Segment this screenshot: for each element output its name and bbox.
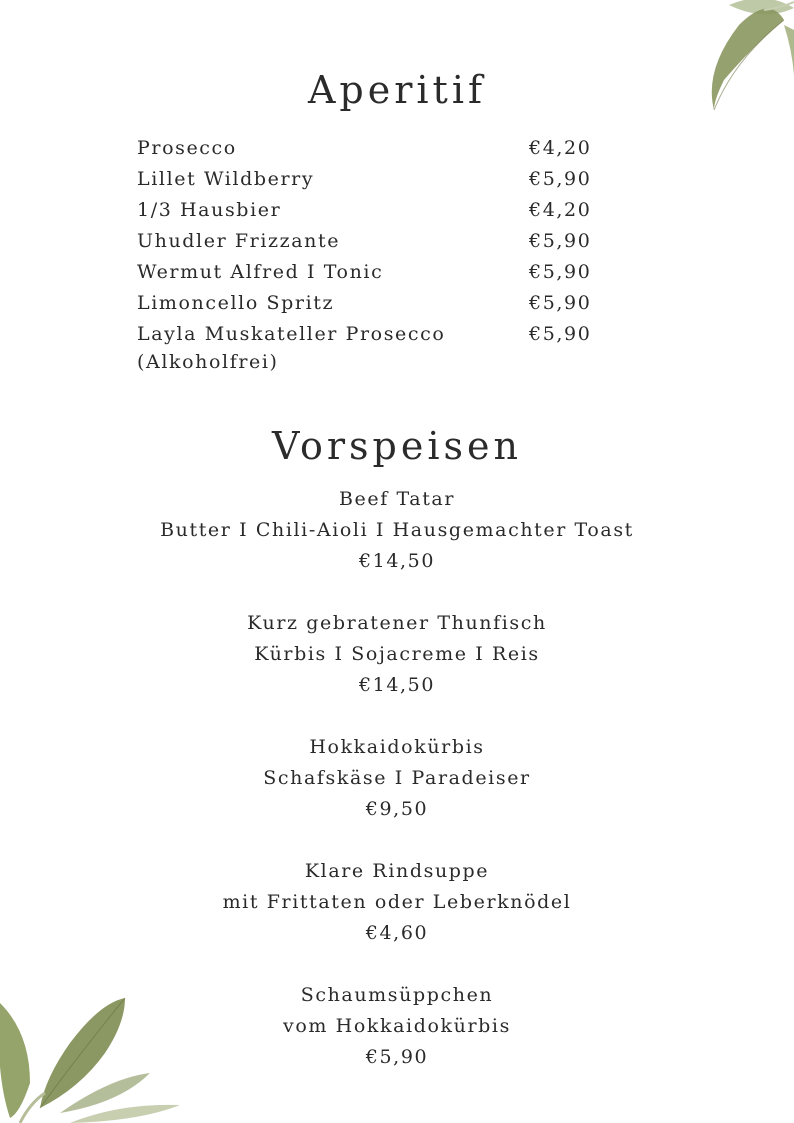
dish-name: Beef Tatar [338,488,456,510]
drink-name: Limoncello Spritz [137,292,335,314]
dish-item [0,856,794,949]
drink-price: €5,90 [529,230,592,252]
drink-name: Uhudler Frizzante [137,230,341,252]
vorspeisen-list [0,484,794,1104]
dish-description: vom Hokkaidokürbis [283,1015,511,1037]
drink-row [137,259,607,290]
aperitif-list [137,135,607,375]
dish-description: Schafskäse I Paradeiser [263,767,531,789]
vorspeisen-title: Vorspeisen [272,424,522,468]
drink-price: €5,90 [529,323,592,345]
drink-name: Lillet Wildberry [137,168,315,190]
drink-row [137,290,607,321]
drink-name: Wermut Alfred I Tonic [137,261,384,283]
drink-row [137,135,607,166]
dish-name: Klare Rindsuppe [304,860,490,882]
dish-item [0,608,794,701]
drink-name: Prosecco [137,137,237,159]
dish-price: €4,60 [365,922,429,944]
drink-row [137,166,607,197]
dish-price: €5,90 [365,1046,429,1068]
dish-price: €14,50 [358,674,436,696]
drink-note: (Alkoholfrei) [137,351,279,373]
dish-price: €9,50 [365,798,429,820]
drink-row [137,228,607,259]
dish-item [0,732,794,825]
drink-name: Layla Muskateller Prosecco [137,323,446,345]
drink-price: €5,90 [529,261,592,283]
drink-price: €5,90 [529,292,592,314]
dish-description: mit Frittaten oder Leberknödel [222,891,572,913]
drink-price: €5,90 [529,168,592,190]
dish-name: Hokkaidokürbis [309,736,485,758]
drink-row [137,197,607,228]
drink-price: €4,20 [529,199,592,221]
dish-description: Kürbis I Sojacreme I Reis [254,643,540,665]
dish-name: Kurz gebratener Thunfisch [247,612,547,634]
dish-description: Butter I Chili-Aioli I Hausgemachter Toast [160,519,634,541]
aperitif-title: Aperitif [307,68,487,112]
dish-price: €14,50 [358,550,436,572]
drink-row [137,321,607,352]
dish-item [0,484,794,577]
drink-name: 1/3 Hausbier [137,199,282,221]
dish-item [0,980,794,1073]
drink-price: €4,20 [529,137,592,159]
dish-name: Schaumsüppchen [300,984,494,1006]
